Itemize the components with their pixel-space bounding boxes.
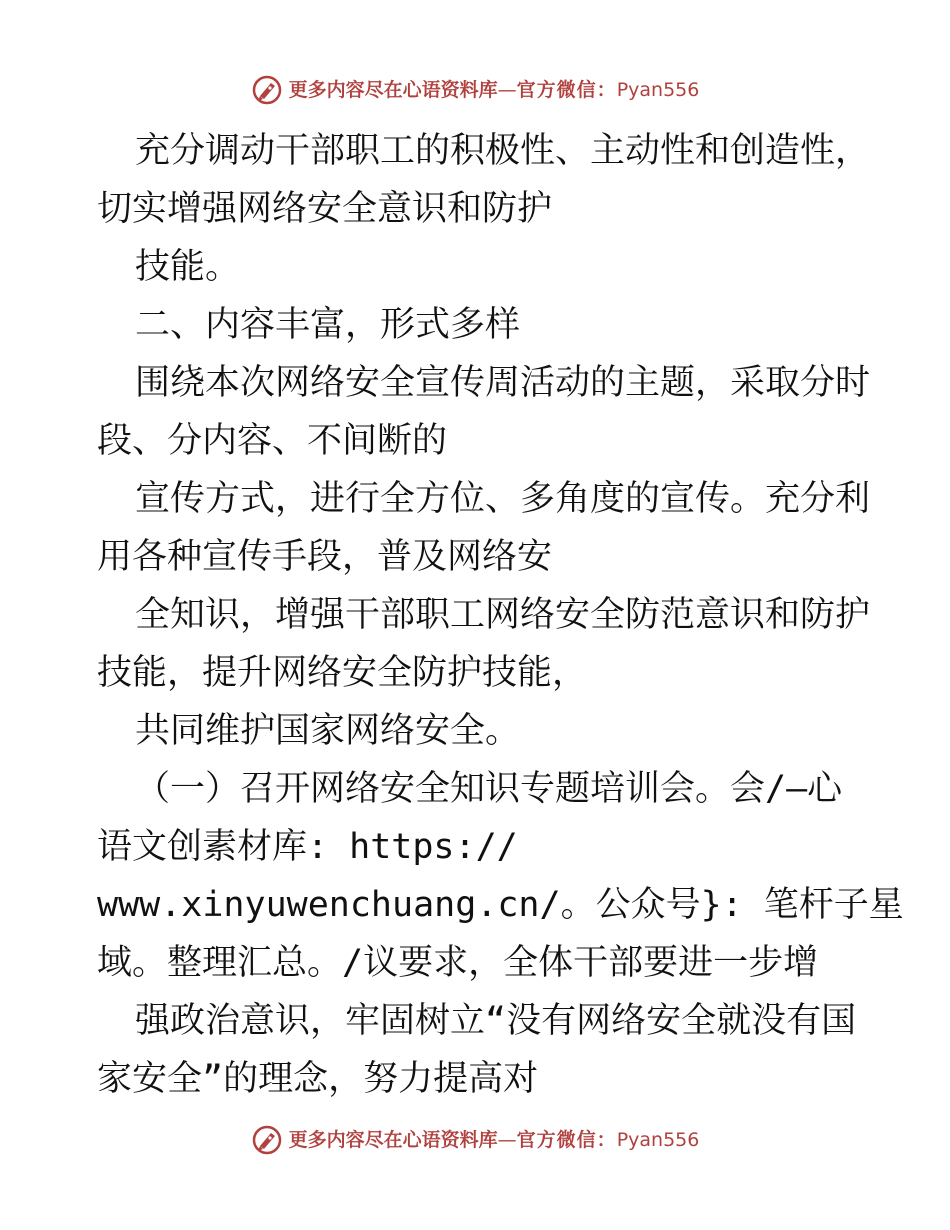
text-line: 切实增强网络安全意识和防护 <box>97 189 553 229</box>
header-official-label: 官方微信： <box>516 79 617 101</box>
text-line: 全知识，增强干部职工网络安全防范意识和防护 <box>135 595 871 635</box>
header-watermark-banner <box>0 70 950 110</box>
text-line: 域。整理汇总。/议要求，全体干部要进一步增 <box>97 943 819 983</box>
text-line: 技能。 <box>135 247 241 287</box>
header-brand-text: 更多内容尽在心语资料库 <box>288 79 498 101</box>
header-wechat-handle: Pyan556 <box>616 79 700 101</box>
subsection-heading: （一）召开网络安全知识专题培训会。会/—心 <box>135 769 843 809</box>
text-line: 语文创素材库: https:// <box>97 827 518 867</box>
text-line: 家安全”的理念，努力提高对 <box>97 1059 539 1099</box>
text-line: 用各种宣传手段，普及网络安 <box>97 537 553 577</box>
text-line: 围绕本次网络安全宣传周活动的主题，采取分时 <box>135 363 871 403</box>
text-line: 宣传方式，进行全方位、多角度的宣传。充分利 <box>135 479 871 519</box>
pen-nib-logo-icon <box>251 1124 283 1156</box>
text-line: 强政治意识，牢固树立“没有网络安全就没有国 <box>135 1001 857 1041</box>
header-separator: — <box>497 79 517 101</box>
text-line: 共同维护国家网络安全。 <box>135 711 521 751</box>
pen-nib-logo-icon <box>251 74 283 106</box>
footer-wechat-handle: Pyan556 <box>616 1129 700 1151</box>
text-line: 充分调动干部职工的积极性、主动性和创造性， <box>135 131 871 171</box>
footer-separator: — <box>497 1129 517 1151</box>
footer-watermark-banner <box>0 1120 950 1160</box>
section-heading: 二、内容丰富，形式多样 <box>135 305 521 345</box>
footer-brand-text: 更多内容尽在心语资料库 <box>288 1129 498 1151</box>
text-line: 段、分内容、不间断的 <box>97 421 448 461</box>
text-line: 技能，提升网络安全防护技能， <box>97 653 588 693</box>
body-text <box>97 122 904 1108</box>
footer-official-label: 官方微信： <box>516 1129 617 1151</box>
text-line: www.xinyuwenchuang.cn/。公众号}: 笔杆子星 <box>97 885 904 925</box>
